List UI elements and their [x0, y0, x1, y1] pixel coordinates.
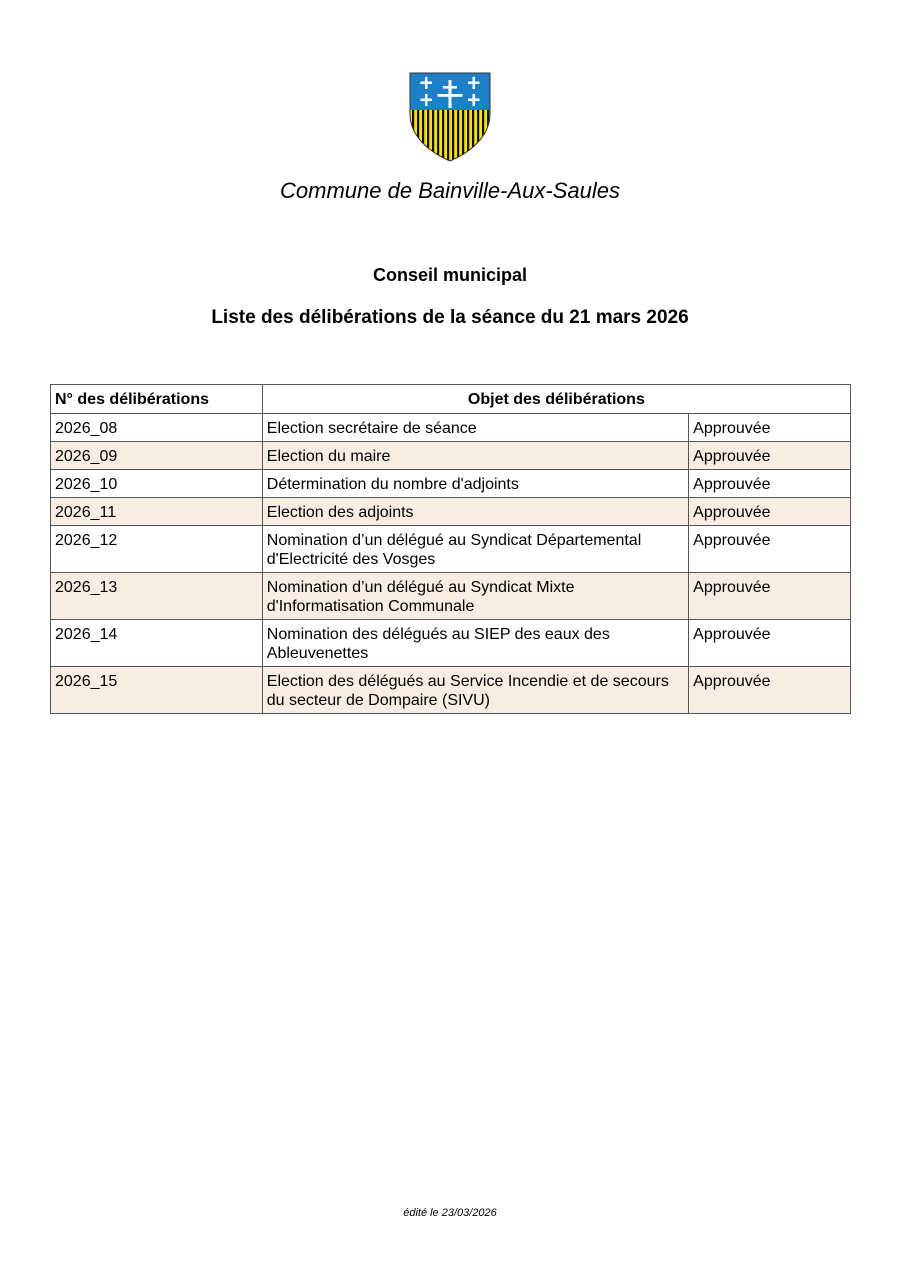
- deliberation-subject: Détermination du nombre d'adjoints: [262, 470, 688, 498]
- deliberation-status: Approuvée: [689, 498, 851, 526]
- table-row: [51, 667, 851, 714]
- column-header-subject: Objet des délibérations: [262, 385, 850, 414]
- deliberation-number: 2026_13: [51, 573, 263, 620]
- deliberation-subject: Election des délégués au Service Incendie et de secours du secteur de Dompaire (SIVU): [262, 667, 688, 714]
- edit-date: édité le 23/03/2026: [403, 1207, 497, 1219]
- table-row: [51, 470, 851, 498]
- table-row: [51, 573, 851, 620]
- deliberation-status: Approuvée: [689, 414, 851, 442]
- deliberation-status: Approuvée: [689, 470, 851, 498]
- deliberations-table: [50, 384, 851, 714]
- table-row: [51, 498, 851, 526]
- deliberation-status: Approuvée: [689, 667, 851, 714]
- table-row: [51, 414, 851, 442]
- deliberation-status: Approuvée: [689, 573, 851, 620]
- table-row: [51, 526, 851, 573]
- deliberation-status: Approuvée: [689, 526, 851, 573]
- column-header-number: N° des délibérations: [51, 385, 263, 414]
- table-row: [51, 620, 851, 667]
- deliberation-number: 2026_09: [51, 442, 263, 470]
- deliberation-subject: Nomination d’un délégué au Syndicat Mixte d'Informatisation Communale: [262, 573, 688, 620]
- deliberation-number: 2026_11: [51, 498, 263, 526]
- table-row: [51, 442, 851, 470]
- deliberation-number: 2026_10: [51, 470, 263, 498]
- deliberation-subject: Election secrétaire de séance: [262, 414, 688, 442]
- deliberation-subject: Election des adjoints: [262, 498, 688, 526]
- deliberation-status: Approuvée: [689, 442, 851, 470]
- deliberation-status: Approuvée: [689, 620, 851, 667]
- table-header-row: [51, 385, 851, 414]
- deliberation-number: 2026_08: [51, 414, 263, 442]
- council-title: Conseil municipal: [372, 265, 528, 285]
- deliberation-subject: Election du maire: [262, 442, 688, 470]
- deliberation-number: 2026_14: [51, 620, 263, 667]
- list-title: Liste des délibérations de la séance du 21 mars 2026: [211, 307, 689, 328]
- coat-of-arms-icon: [409, 72, 491, 162]
- deliberation-number: 2026_15: [51, 667, 263, 714]
- deliberation-subject: Nomination d’un délégué au Syndicat Départemental d'Electricité des Vosges: [262, 526, 688, 573]
- deliberation-number: 2026_12: [51, 526, 263, 573]
- deliberation-subject: Nomination des délégués au SIEP des eaux des Ableuvenettes: [262, 620, 688, 667]
- commune-name: Commune de Bainville-Aux-Saules: [280, 178, 620, 203]
